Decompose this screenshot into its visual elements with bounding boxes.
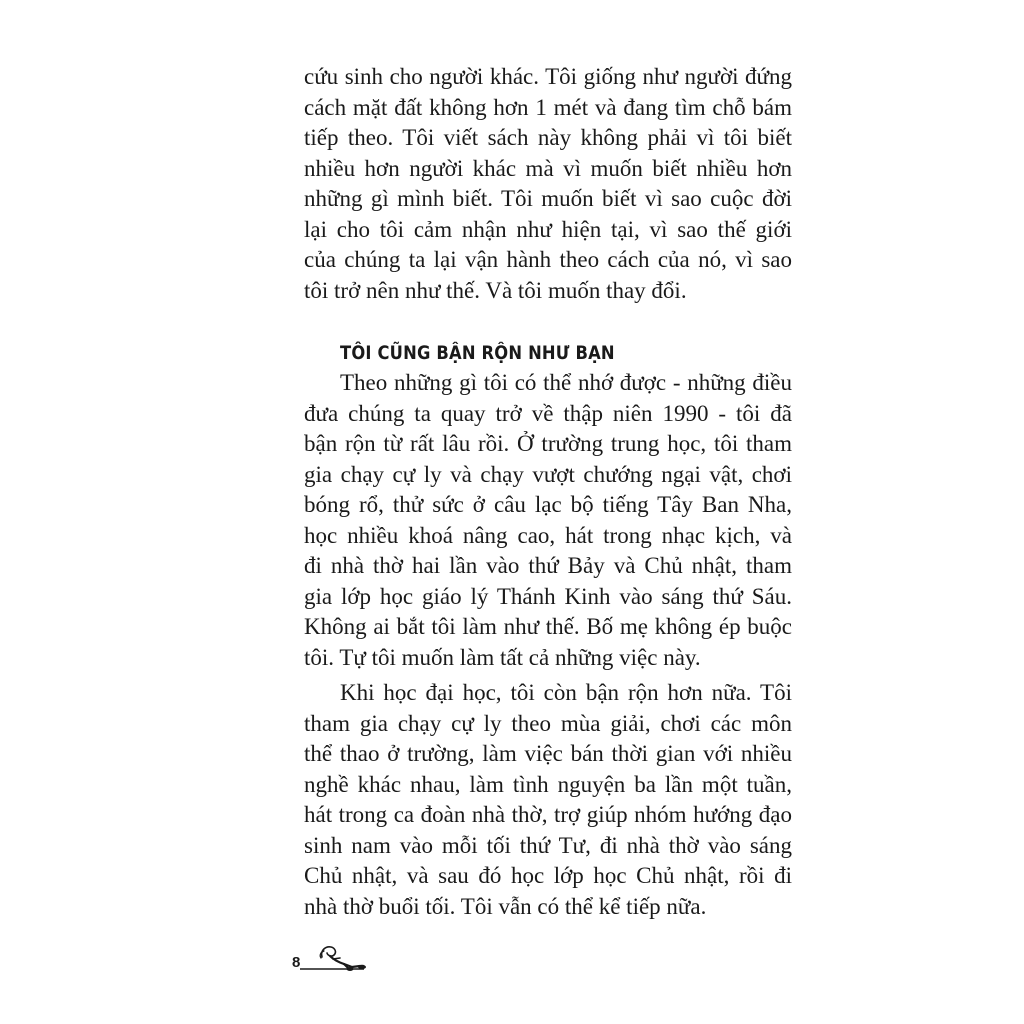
text-line: gia chạy cự ly và chạy vượt chướng ngại vật, chơi	[304, 461, 792, 487]
text-line: nghề khác nhau, làm tình nguyện ba lần một tuần,	[304, 771, 792, 797]
paragraph-3	[304, 678, 792, 922]
text-line: gia lớp học giáo lý Thánh Kinh vào sáng thứ Sáu.	[304, 583, 792, 609]
text-line: nhiều hơn người khác mà vì muốn biết nhiều hơn	[304, 155, 792, 181]
running-figure-ornament-icon	[300, 940, 372, 974]
text-line: bận rộn từ rất lâu rồi. Ở trường trung học, tôi tham	[304, 431, 792, 456]
text-line: tham gia chạy cự ly theo mùa giải, chơi các môn	[304, 710, 792, 736]
text-line: Chủ nhật, và sau đó học lớp học Chủ nhật, rồi đi	[304, 863, 792, 888]
text-line: Theo những gì tôi có thể nhớ được - những điều	[340, 370, 792, 395]
page-number: 8	[292, 954, 301, 971]
paragraph-2	[304, 368, 792, 673]
text-line: tôi. Tự tôi muốn làm tất cả những việc này.	[304, 644, 701, 670]
text-line: những gì mình biết. Tôi muốn biết vì sao cuộc đời	[304, 186, 792, 211]
section-heading: TÔI CŨNG BẬN RỘN NHƯ BẠN	[340, 342, 615, 364]
text-line: Khi học đại học, tôi còn bận rộn hơn nữa. Tôi	[340, 680, 792, 705]
text-line: đưa chúng ta quay trở về thập niên 1990 - tôi đã	[304, 400, 792, 426]
text-line: cứu sinh cho người khác. Tôi giống như người đứng	[304, 64, 792, 89]
text-line: thể thao ở trường, làm việc bán thời gian với nhiều	[304, 741, 792, 766]
text-line: Không ai bắt tôi làm như thế. Bố mẹ không ép buộc	[304, 614, 792, 639]
text-line: tôi trở nên như thế. Và tôi muốn thay đổi.	[304, 277, 687, 303]
text-line: học nhiều khoá nâng cao, hát trong nhạc kịch, và	[304, 522, 792, 548]
text-line: cách mặt đất không hơn 1 mét và đang tìm chỗ bám	[304, 94, 792, 120]
text-line: bóng rổ, thử sức ở câu lạc bộ tiếng Tây Ban Nha,	[304, 492, 792, 517]
text-line: tiếp theo. Tôi viết sách này không phải vì tôi biết	[304, 125, 792, 150]
text-line: đi nhà thờ hai lần vào thứ Bảy và Chủ nhật, tham	[304, 553, 792, 578]
text-line: sinh nam vào mỗi tối thứ Tư, đi nhà thờ vào sáng	[304, 832, 792, 858]
paragraph-1	[304, 62, 792, 306]
text-line: hát trong ca đoàn nhà thờ, trợ giúp nhóm hướng đạo	[304, 802, 792, 827]
text-line: của chúng ta lại vận hành theo cách của nó, vì sao	[304, 247, 792, 272]
text-line: nhà thờ buổi tối. Tôi vẫn có thể kể tiếp nữa.	[304, 893, 707, 919]
text-line: lại cho tôi cảm nhận như hiện tại, vì sao thế giới	[304, 216, 792, 242]
